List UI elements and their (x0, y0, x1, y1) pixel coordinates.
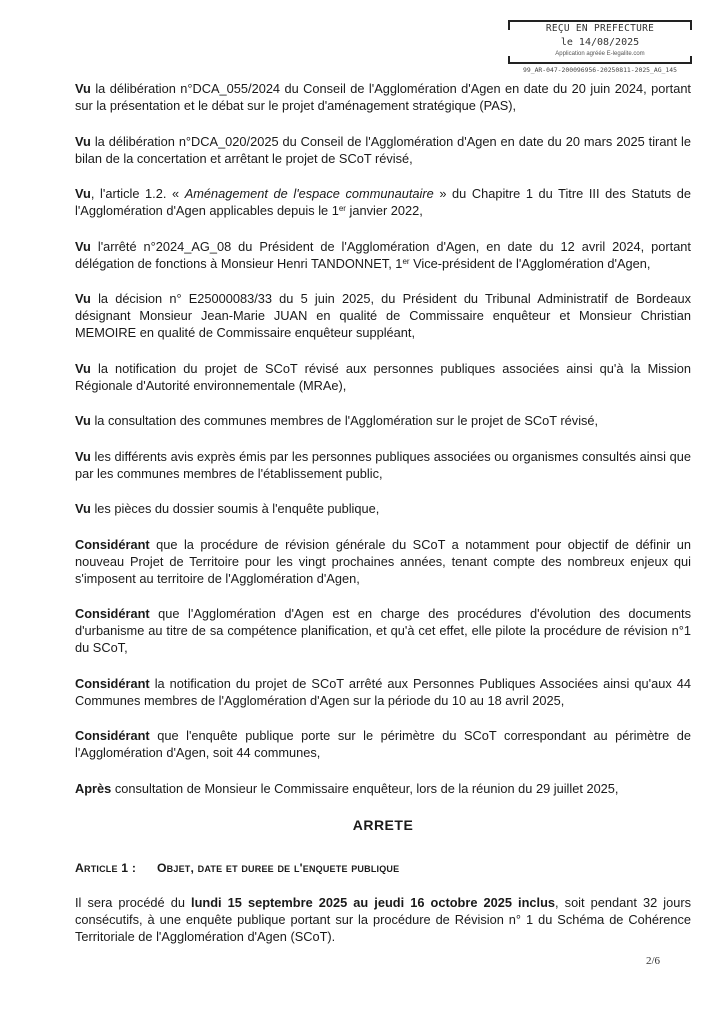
lead-word: Considérant (75, 606, 150, 621)
lead-word: Vu (75, 413, 91, 428)
page-number: 2/6 (646, 955, 661, 967)
stamp-top-border (508, 20, 692, 22)
stamp-title: REÇU EN PREFECTURE (545, 23, 655, 34)
paragraph-vu-8 (75, 448, 691, 482)
paragraph-text: la délibération n°DCA_055/2024 du Conseil de l'Agglomération d'Agen en date du 20 juin 2024, portant sur la présentation et le débat sur le projet d'aménagement stratégique (PAS), (75, 81, 691, 113)
paragraph-vu-1 (75, 80, 691, 114)
paragraph-text: l'arrêté n°2024_AG_08 du Président de l'Agglomération d'Agen, en date du 12 avril 2024, portant délégation de fonctions à Monsieur Henri TANDONNET, 1 (75, 238, 691, 271)
stamp-reference: 99_AR-047-200096956-20250811-2025_AG_145 (523, 66, 677, 74)
paragraph-vu-7 (75, 412, 691, 429)
paragraph-vu-2 (75, 133, 691, 167)
lead-word: Vu (75, 238, 91, 254)
paragraph-considerant-2 (75, 605, 691, 656)
paragraph-text: la notification du projet de SCoT révisé aux personnes publiques associées ainsi qu'à la Mission Régionale d'Autorité environnementale (MRAe), (75, 360, 691, 393)
paragraph-text: la notification du projet de SCoT arrêté aux Personnes Publiques Associées ainsi qu'aux 44 Communes membres de l'Agglomération d'Agen sur la période du 10 au 18 avril 2025, (75, 675, 691, 708)
lead-word: Considérant (75, 728, 150, 743)
paragraph-text: consultation de Monsieur le Commissaire enquêteur, lors de la réunion du 29 juillet 2025, (111, 780, 619, 796)
paragraph-text: , soit pendant 32 jours consécutifs, à une enquête publique portant sur la procédure de Révision n° 1 du Schéma de Cohérence Territoriale de l'Agglomération d'Agen (SCoT). (75, 894, 692, 944)
paragraph-text: Vice-président de l'Agglomération d'Agen, (409, 255, 651, 271)
paragraph-text: » du Chapitre 1 du Titre III des Statuts de l'Agglomération d'Agen applicables depuis le 1 (75, 186, 691, 218)
paragraph-considerant-1 (75, 536, 691, 587)
paragraph-text: les pièces du dossier soumis à l'enquête publique, (90, 501, 380, 516)
article-1-title: Objet, date et duree de l'enquete publique (157, 860, 400, 875)
superscript: er (402, 256, 410, 266)
lead-word: Vu (75, 133, 91, 149)
paragraph-text: Il sera procédé du (75, 894, 192, 910)
lead-word: Vu (75, 291, 91, 306)
article-1-text (75, 894, 691, 945)
paragraph-considerant-4 (75, 727, 691, 761)
prefecture-stamp (508, 20, 692, 74)
paragraph-apres (75, 780, 691, 797)
paragraph-text: que l'enquête publique porte sur le périmètre du SCoT correspondant au périmètre de l'Agglomération d'Agen, soit 44 communes, (75, 728, 691, 760)
lead-word: Considérant (75, 675, 150, 691)
paragraph-vu-3 (75, 185, 691, 219)
paragraph-text: que la procédure de révision générale du SCoT a notamment pour objectif de définir un nouveau Projet de Territoire pour les vingt prochaines années, tenant compte des nombreux enjeux qui s'imposent au territoire de l'Agglomération d'Agen, (75, 536, 691, 586)
article-1-label: Article 1 : (75, 860, 137, 875)
article-1-heading (75, 860, 691, 877)
lead-word: Vu (75, 81, 91, 96)
paragraph-text: la délibération n°DCA_020/2025 du Conseil de l'Agglomération d'Agen en date du 20 mars 2025 tirant le bilan de la concertation et arrêtant le projet de SCoT révisé, (75, 133, 691, 166)
lead-word: Après (75, 780, 112, 796)
paragraph-text: janvier 2022, (345, 203, 423, 218)
stamp-bottom-border (508, 62, 692, 64)
lead-word: Vu (75, 360, 91, 376)
lead-word: Vu (75, 448, 91, 464)
lead-word: Vu (75, 501, 91, 516)
document-body (75, 80, 691, 963)
paragraph-vu-6 (75, 360, 691, 394)
paragraph-considerant-3 (75, 675, 691, 709)
lead-word: Considérant (75, 536, 150, 552)
arrete-heading: ARRETE (352, 816, 414, 833)
paragraph-vu-5 (75, 290, 691, 341)
paragraph-vu-9 (75, 500, 691, 517)
paragraph-text: , l'article 1.2. « (90, 186, 185, 201)
superscript: er (338, 204, 346, 213)
stamp-date: le 14/08/2025 (560, 37, 640, 48)
article-1-dates: lundi 15 septembre 2025 au jeudi 16 octobre 2025 inclus (191, 894, 556, 910)
paragraph-text: la décision n° E25000083/33 du 5 juin 2025, du Président du Tribunal Administratif de Bordeaux désignant Monsieur Jean-Marie JUAN en qualité de Commissaire enquêteur et Monsieur Christian MEMOIRE en qualité de Commissaire enquêteur suppléant, (75, 291, 691, 340)
paragraph-text: que l'Agglomération d'Agen est en charge des procédures d'évolution des documents d'urbanisme au titre de sa compétence planification, et qu'à cet effet, elle pilote la procédure de révision n°1 du SCoT, (75, 606, 691, 655)
paragraph-text: la consultation des communes membres de l'Agglomération sur le projet de SCoT révisé, (90, 413, 599, 428)
lead-word: Vu (75, 186, 91, 201)
paragraph-text: les différents avis exprès émis par les personnes publiques associées ou organismes consultés ainsi que par les communes membres de l'établissement public, (75, 448, 691, 481)
stamp-application: Application agréée E-legalite.com (555, 51, 645, 57)
paragraph-vu-4 (75, 238, 691, 272)
paragraph-italic: Aménagement de l'espace communautaire (184, 186, 434, 201)
